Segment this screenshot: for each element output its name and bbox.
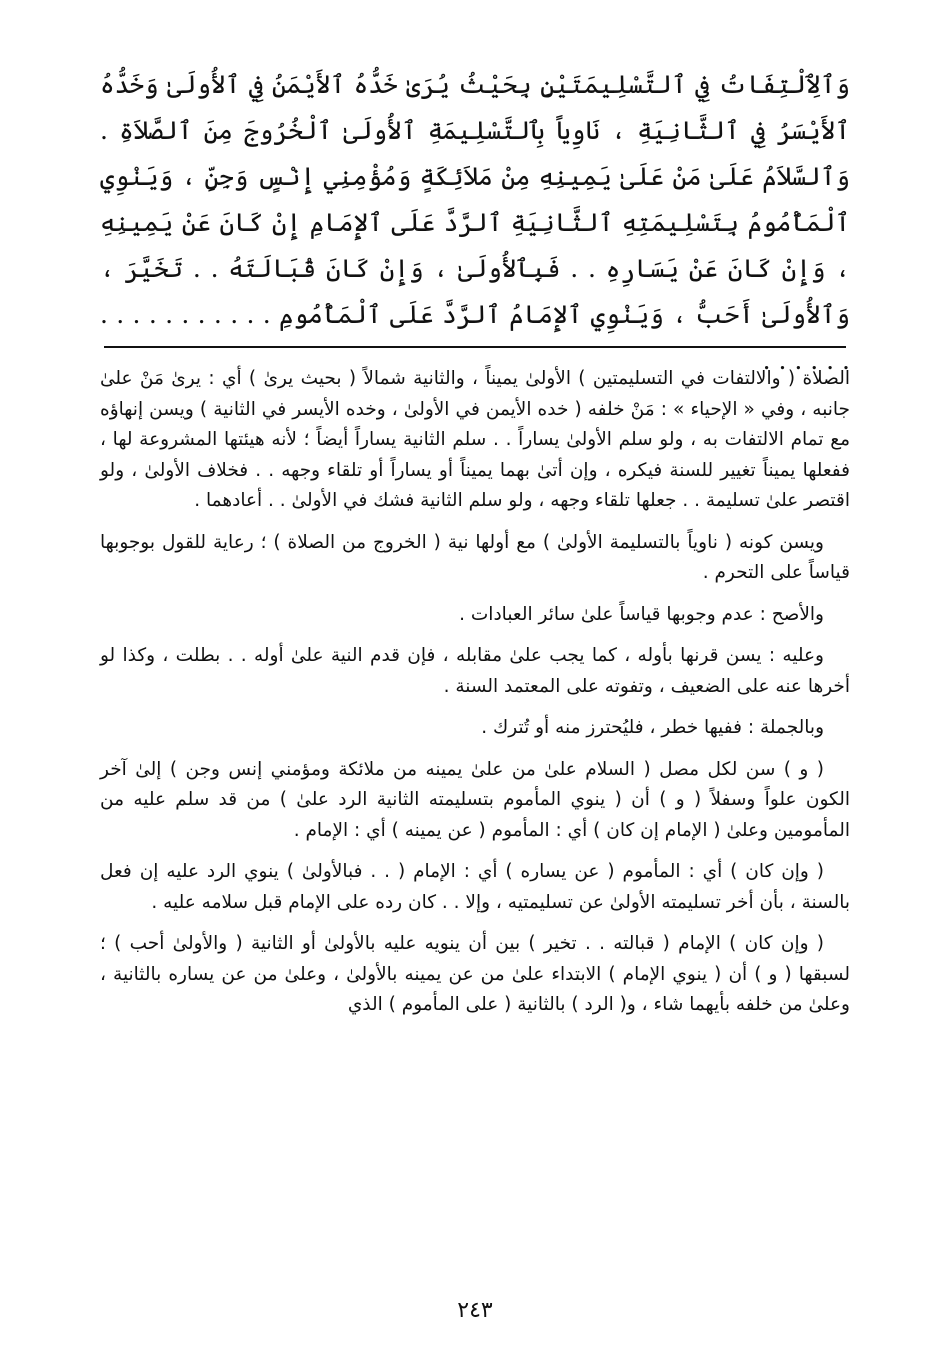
commentary-paragraph: الصلاة ( والالتفات في التسليمتين ) الأولىٰ يميناً ، والثانية شمالاً ( بحيث يرىٰ ) أي : يرىٰ مَنْ علىٰ جانبه ، وفي « الإحياء » : مَنْ خلفه ( خده الأيمن في الأولىٰ ، وخده الأيسر في الثانية ) ويسن إنهاؤه مع تمام الالتفات به ، ولو سلم الأولىٰ يساراً . . سلم الثانية يساراً أيضاً ؛ لأنه هيئتها المشروعة لها ، ففعلها يميناً تغيير للسنة فيكره ، وإن أتىٰ بهما يميناً أو يساراً أو تلقاء وجهه . . فخلاف الأولىٰ ، ولو اقتصر علىٰ تسليمة . . جعلها تلقاء وجهه ، ولو سلم الثانية فشك في الأولىٰ . . أعادهما . [100,368,850,511]
page-number: ٢٤٣ [457,1298,493,1323]
commentary-paragraph: ( و ) سن لكل مصل ( السلام علىٰ من علىٰ يمينه من ملائكة ومؤمني إنس وجن ) إلىٰ آخر الكون علواً وسفلاً ( و ) أن ( ينوي المأموم بتسليمته الثانية الرد علىٰ ) من قد سلم عليه من المأمومين وعلىٰ ( الإمام إن كان ) أي : المأموم ( عن يمينه ) أي : الإمام . [100,758,850,841]
commentary-block [100,364,850,1032]
commentary-paragraph: ( وإن كان ) أي : المأموم ( عن يساره ) أي : الإمام ( . . فبالأولىٰ ) ينوي الرد عليه إن فعل بالسنة ، بأن أخر تسليمته الأولىٰ عن تسليمتيه ، وإلا . . كان رده على الإمام قبل سلامه عليه . [100,861,850,913]
main-text-block [100,62,850,384]
commentary-paragraph: وبالجملة : ففيها خطر ، فليُحترز منه أو تُترك . [481,717,824,738]
footnote-separator-line [104,346,846,348]
commentary-paragraph: والأصح : عدم وجوبها قياساً علىٰ سائر العبادات . [459,603,824,625]
commentary-paragraph: ( وإن كان ) الإمام ( قبالته . . تخير ) بين أن ينويه عليه بالأولىٰ أو الثانية ( والأولىٰ أحب ) ؛ لسبقها ( و ) أن ( ينوي الإمام ) الابتداء علىٰ من عن يمينه بالأولىٰ ، وعلىٰ من عن يساره بالثانية ، وعلىٰ من خلفه بأيهما شاء ، و( الرد ) بالثانية ( على المأموم ) الذي [100,933,850,1015]
main-text-paragraph: وَٱلِٱلْتِفَاتُ فِي ٱلتَّسْلِيمَتَيْنِ بِحَيْثُ يُرَىٰ خَدُّهُ ٱلأَيْمَنُ فِي ٱلأُولَىٰ وَخَدُّهُ ٱلأَيْسَرُ فِي ٱلثَّانِيَةِ ، نَاوِياً بِٱلتَّسْلِيمَةِ ٱلأُولَىٰ ٱلْخُرُوجَ مِنَ ٱلصَّلاَةِ . وَٱلسَّلاَمُ عَلَىٰ مَنْ عَلَىٰ يَمِينِهِ مِنْ مَلاَئِكَةٍ وَمُؤْمِنِي إِنْسٍ وَجِنٍّ ، وَيَنْوِي ٱلْمَأْمُومُ بِتَسْلِيمَتِهِ ٱلثَّانِيَةِ ٱلرَّدَّ عَلَى ٱلإِمَامِ إِنْ كَانَ عَنْ يَمِينِهِ ، وَإِنْ كَانَ عَنْ يَسَارِهِ . . فَبِٱلأُولَىٰ ، وَإِنْ كَانَ قُبَالَتَهُ . . تَخَيَّرَ ، وَٱلأُولَىٰ أَحَبُّ ، وَيَنْوِي ٱلإِمَامُ ٱلرَّدَّ عَلَى ٱلْمَأْمُومِ . . . . . . . . . . . . . . . . . [100,70,850,375]
commentary-paragraph: ويسن كونه ( ناوياً بالتسليمة الأولىٰ ) مع أولها نية ( الخروج من الصلاة ) ؛ رعاية للقول بوجوبها قياساً على التحرم . [100,531,850,583]
commentary-paragraph: وعليه : يسن قرنها بأوله ، كما يجب علىٰ مقابله ، فإن قدم النية علىٰ أوله . . بطلت ، وكذا لو أخرها عنه على الضعيف ، وتفوته على المعتمد السنة . [100,645,850,697]
